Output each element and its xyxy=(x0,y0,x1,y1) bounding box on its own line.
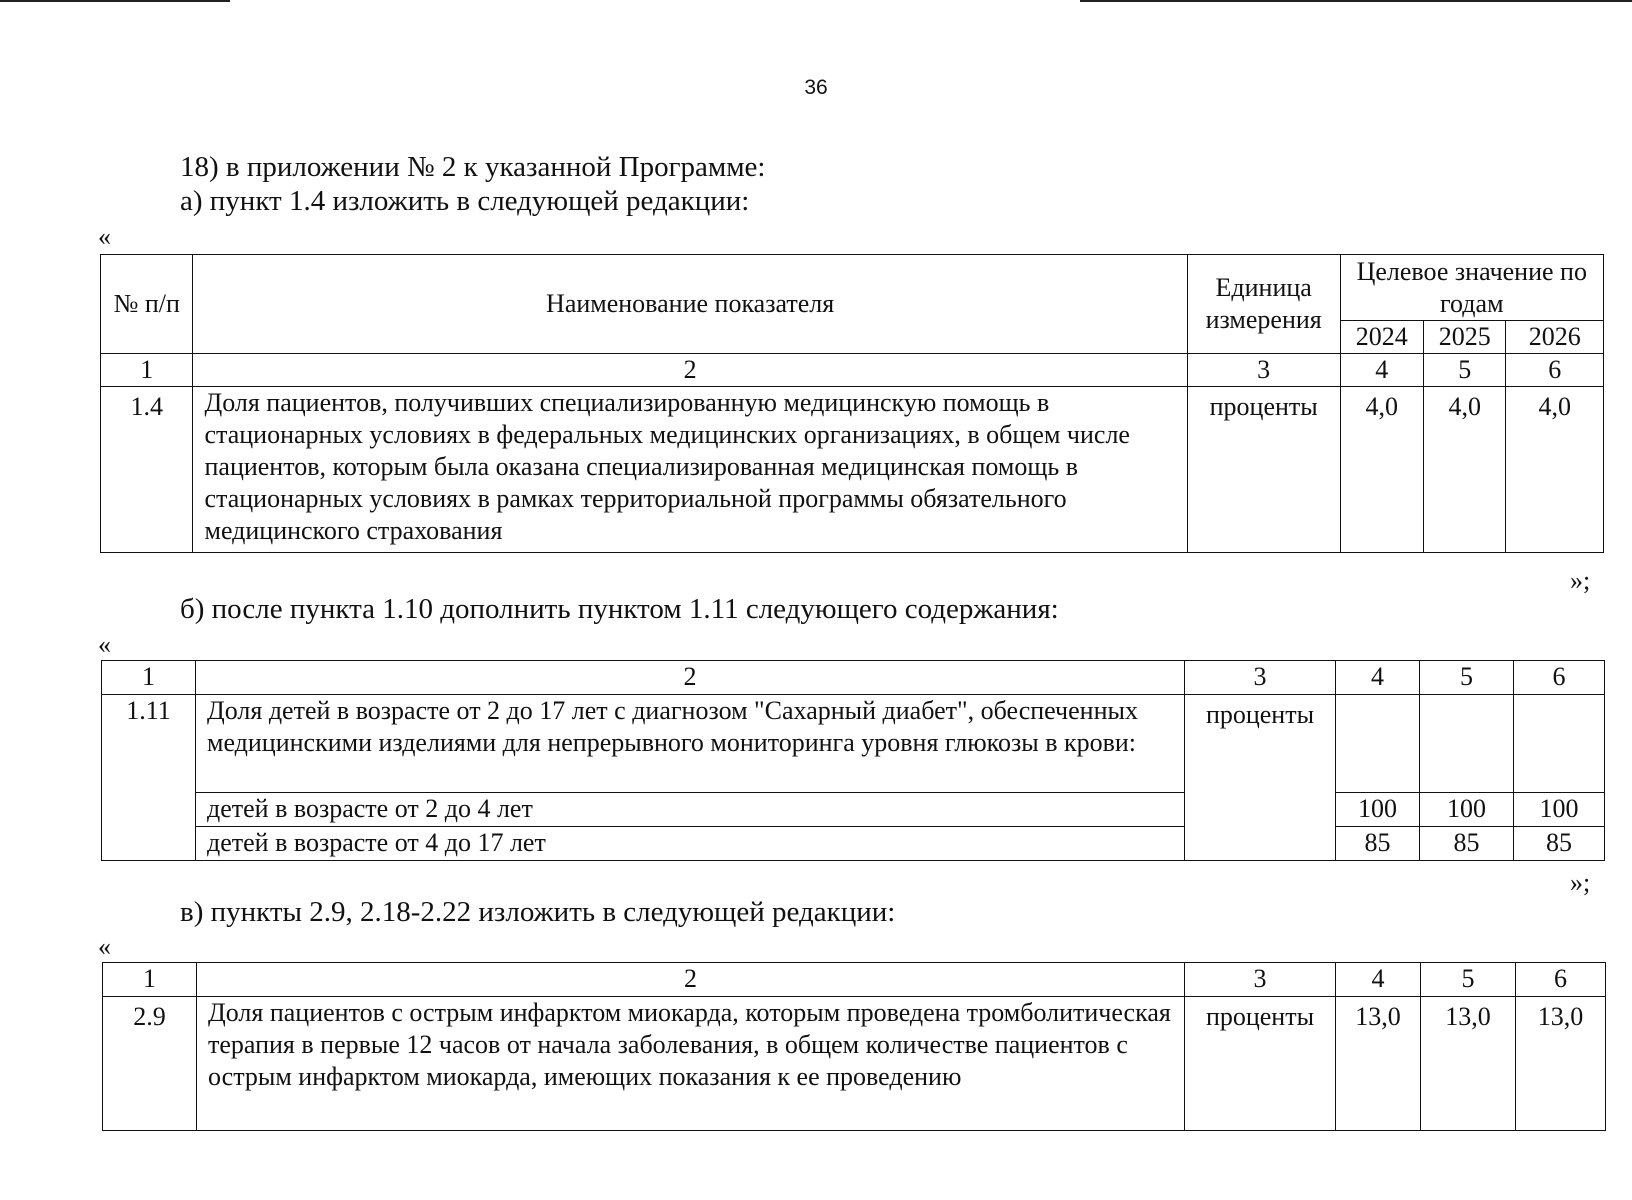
value-empty xyxy=(1420,695,1514,793)
column-number-cell: 6 xyxy=(1516,963,1606,997)
scan-edge-line-left xyxy=(0,0,230,2)
column-number-cell: 5 xyxy=(1424,354,1506,387)
value-2024: 4,0 xyxy=(1340,387,1423,553)
paragraph-item-18: 18) в приложении № 2 к указанной Программе: xyxy=(180,151,766,183)
value-2025: 4,0 xyxy=(1424,387,1506,553)
header-target-value: Целевое значение по годам xyxy=(1340,255,1603,321)
column-number-cell: 3 xyxy=(1185,661,1336,695)
column-number-cell: 4 xyxy=(1340,354,1423,387)
indicator-name: Доля пациентов с острым инфарктом миокарда, которым проведена тромболитическая терапия в первые 12 часов от начала заболевания, в общем количестве пациентов с острым инфарктом миокарда, имеющих показания к ее проведению xyxy=(197,997,1185,1131)
subrow-name: детей в возрасте от 4 до 17 лет xyxy=(196,827,1185,861)
quote-close-2: »; xyxy=(1570,868,1591,897)
indicator-name: Доля пациентов, получивших специализированную медицинскую помощь в стационарных условиях в федеральных медицинских организациях, в общем числе пациентов, которым была оказана специализированная медицинская помощь в стационарных условиях в рамках территориальной программы обязательного медицинского страхования xyxy=(193,387,1187,553)
header-unit: Единица измерения xyxy=(1187,255,1340,354)
paragraph-item-a: а) пункт 1.4 изложить в следующей редакции: xyxy=(180,185,750,217)
paragraph-item-c: в) пункты 2.9, 2.18-2.22 изложить в следующей редакции: xyxy=(180,896,896,928)
value-2026: 13,0 xyxy=(1516,997,1606,1131)
value-2026: 4,0 xyxy=(1506,387,1604,553)
column-number-cell: 4 xyxy=(1336,661,1420,695)
unit-value: проценты xyxy=(1185,695,1336,861)
column-number-cell: 1 xyxy=(101,354,193,387)
quote-open-1: « xyxy=(98,222,111,251)
value-2024: 85 xyxy=(1336,827,1420,861)
column-number-cell: 2 xyxy=(193,354,1187,387)
header-indicator-name: Наименование показателя xyxy=(193,255,1187,354)
value-2026: 100 xyxy=(1514,793,1605,827)
value-2026: 85 xyxy=(1514,827,1605,861)
column-number-cell: 6 xyxy=(1514,661,1605,695)
value-2025: 100 xyxy=(1420,793,1514,827)
row-number: 2.9 xyxy=(103,997,197,1131)
subrow-name: детей в возрасте от 2 до 4 лет xyxy=(196,793,1185,827)
value-2024: 100 xyxy=(1336,793,1420,827)
value-empty xyxy=(1514,695,1605,793)
column-number-cell: 1 xyxy=(103,963,197,997)
row-number: 1.11 xyxy=(102,695,196,861)
indicator-name: Доля детей в возрасте от 2 до 17 лет с диагнозом "Сахарный диабет", обеспеченных медицинскими изделиями для непрерывного мониторинга уровня глюкозы в крови: xyxy=(196,695,1185,793)
unit-value: проценты xyxy=(1185,997,1336,1131)
value-2024: 13,0 xyxy=(1336,997,1421,1131)
quote-open-2: « xyxy=(98,630,111,659)
unit-value: проценты xyxy=(1187,387,1340,553)
header-year: 2025 xyxy=(1424,321,1506,354)
header-year: 2024 xyxy=(1340,321,1423,354)
value-2025: 13,0 xyxy=(1421,997,1516,1131)
column-number-cell: 6 xyxy=(1506,354,1604,387)
header-number: № п/п xyxy=(101,255,193,354)
header-year: 2026 xyxy=(1506,321,1604,354)
value-2025: 85 xyxy=(1420,827,1514,861)
scan-edge-line-right xyxy=(1080,0,1632,2)
page-number: 36 xyxy=(804,76,828,99)
column-number-cell: 5 xyxy=(1421,963,1516,997)
column-number-cell: 4 xyxy=(1336,963,1421,997)
column-number-cell: 3 xyxy=(1187,354,1340,387)
value-empty xyxy=(1336,695,1420,793)
indicator-table-3 xyxy=(102,962,1606,1131)
indicator-table-1 xyxy=(100,254,1604,553)
quote-open-3: « xyxy=(98,932,111,961)
paragraph-item-b: б) после пункта 1.10 дополнить пунктом 1.11 следующего содержания: xyxy=(180,593,1059,625)
column-number-cell: 1 xyxy=(102,661,196,695)
quote-close-1: »; xyxy=(1570,566,1591,595)
column-number-cell: 5 xyxy=(1420,661,1514,695)
column-number-cell: 2 xyxy=(196,661,1185,695)
indicator-table-2 xyxy=(101,660,1605,861)
column-number-cell: 2 xyxy=(197,963,1185,997)
row-number: 1.4 xyxy=(101,387,193,553)
column-number-cell: 3 xyxy=(1185,963,1336,997)
